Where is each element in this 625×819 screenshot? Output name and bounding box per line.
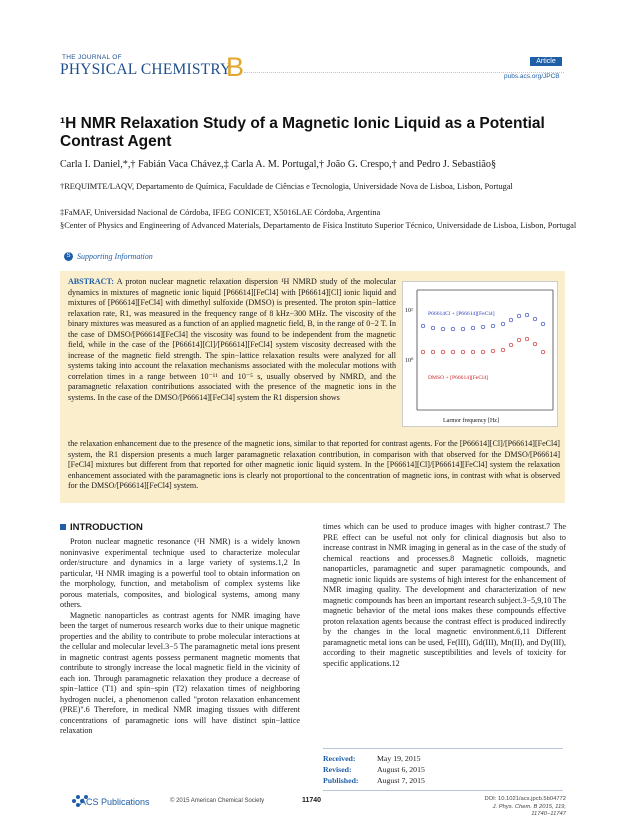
supporting-info-icon[interactable]: S: [64, 252, 73, 261]
affiliation-1: †REQUIMTE/LAQV, Departamento de Química, Faculdade de Ciências e Tecnologia, Universidade Nova de Lisboa, Lisbon, Portugal: [60, 182, 513, 191]
affiliation-3: §Center of Physics and Engineering of Advanced Materials, Departamento de Física Instituto Superior Técnico, Universidade de Lisboa, Lisbon, Portugal: [60, 221, 577, 230]
journal-the: THE JOURNAL OF: [62, 54, 122, 61]
intro-left-column: [60, 537, 300, 737]
toc-label-bottom: DMSO + [P66614][FeCl4]: [428, 375, 489, 381]
journal-url-link[interactable]: pubs.acs.org/JPCB: [504, 73, 560, 80]
received-value: May 19, 2015: [377, 754, 421, 763]
journal-name[interactable]: PHYSICAL CHEMISTRY: [60, 61, 232, 78]
intro-right-column: [323, 522, 566, 669]
toc-ytick-mid: 10⁰: [405, 358, 414, 364]
affiliation-2: ‡FaMAF, Universidad Nacional de Córdoba, IFEG CONICET, X5016LAE Córdoba, Argentina: [60, 208, 381, 217]
intro-heading: INTRODUCTION: [70, 522, 143, 533]
dates-rule-top: [323, 748, 563, 749]
toc-xlabel: Larmor frequency [Hz]: [443, 418, 499, 424]
dates-rule-bottom: [323, 790, 563, 791]
abstract-label: ABSTRACT:: [68, 277, 114, 286]
revised-label: Revised:: [323, 765, 352, 774]
toc-graphic: [402, 281, 558, 427]
page-number: 11740: [302, 797, 322, 804]
toc-label-top: P66614Cl + [P66614][FeCl4]: [428, 311, 495, 317]
abstract-body-b: the relaxation enhancement due to the presence of the magnetic ions, similar to that reported for contrast agents. For the [P66614][Cl]/[P66614][FeCl4] system, the R1 dispersion presents a much larger paramagnetic relaxation contribution, in comparison with that observed for the DMSO/[P66614][FeCl4] mixtures but different from that reported for other magnetic ionic liquid system. In the [P66614][Cl]/[P66614][FeCl4] system the relaxation enhancement associated with the paramagnetic ions is clearly not proportional to the concentration of magnetic ions, in contrast with what is observed for the DMSO/[P66614][FeCl4] system.: [68, 439, 560, 490]
doi-link[interactable]: DOI: 10.1021/acs.jpcb.5b04772: [484, 796, 566, 802]
published-date: [323, 775, 425, 786]
intro-paragraph-2: Magnetic nanoparticles as contrast agents for NMR imaging have been the target of numerous research works due to their unique magnetic properties and the ability to contribute to probe molecular interactions at the cellular and molecular level.3−5 The paramagnetic metal ions present in magnetic contrast agents possess permanent magnetic moments that contribute to strongly increase the local magnetic field in the vicinity of each ion. Through paramagnetic relaxation they produce a decrease of spin−lattice (T1) and spin−spin (T2) relaxation times of neighboring hydrogen nuclei, a phenomenon called "proton relaxation enhancement (PRE)".6 Therefore, in medical NMR imaging tissues with different concentrations of paramagnetic ions will have distinct spin−lattice relaxation: [60, 610, 300, 735]
received-label: Received:: [323, 754, 356, 763]
supporting-info-link[interactable]: Supporting Information: [77, 252, 153, 261]
intro-paragraph-3: times which can be used to produce images with higher contrast.7 The PRE effect can be useful not only for clinical diagnosis but also to increase contrast in NMR imaging in general as in the case of the study of chemical reactions and processes.8 Magnetic colloids, magnetic nanoparticles, paramagnetic and super paramagnetic compounds, and magnetic ionic liquids are systems of high interest for the enhancement of NMR imaging quality. The development and characterization of new magnetic compounds has been an important research subject.3−5,9,10 The magnetic behavior of the metal ions makes these compounds effective proton relaxation agents because the contrast effect is produced indirectly by the changes in the local magnetic environment.6,11 Different paramagnetic metal ions can be used, Fe(III), Gd(III), Mn(II), and Dy(III), according to their magnetic susceptibilities and levels of toxicity for specific applications.12: [323, 522, 566, 668]
doi-citation: [480, 796, 566, 819]
copyright-text: © 2015 American Chemical Society: [170, 798, 265, 804]
author-list: Carla I. Daniel,*,† Fabián Vaca Chávez,‡ Carla A. M. Portugal,† João G. Crespo,† and Pedro J. Sebastião§: [60, 159, 497, 170]
section-marker-icon: [60, 524, 66, 530]
intro-paragraph-1: Proton nuclear magnetic resonance (¹H NMR) is a widely known noninvasive experimental technique used to characterize molecular order/structure and dynamics in a large variety of systems.1,2 In particular, ¹H NMR imaging is a powerful tool to obtain information on the morphology, function, and metabolism of complex systems like porous materials, composites, and biological systems, among many others.: [60, 537, 300, 609]
citation-text: J. Phys. Chem. B 2015, 119, 11740−11747: [492, 803, 566, 817]
toc-ytick-top: 10²: [405, 308, 413, 314]
published-value: August 7, 2015: [377, 776, 425, 785]
revised-date: [323, 764, 425, 775]
article-title: ¹H NMR Relaxation Study of a Magnetic Ionic Liquid as a Potential Contrast Agent: [60, 115, 545, 150]
revised-value: August 6, 2015: [377, 765, 425, 774]
received-date: [323, 753, 425, 764]
article-type-badge: Article: [530, 57, 562, 66]
journal-letter: B: [226, 52, 245, 82]
abstract-body-a: A proton nuclear magnetic relaxation dispersion ¹H NMRD study of the molecular dynamics in mixtures of magnetic ionic liquid [P66614][FeCl4] with [P66614][Cl] ionic liquid and mixtures of [P66614][FeCl4] with dimethyl sulfoxide (DMSO) is presented. The proton spin−lattice relaxation rate, R1, was measured in the frequency range of 8 kHz−300 MHz. The viscosity of the binary mixtures was measured as a function of an applied magnetic field, B, in the range of 0−2 T. In the case of DMSO/[P66614][FeCl4] the viscosity was found to be independent from the magnetic field, while in the case of the [P66614][Cl]/[P66614][FeCl4] system viscosity decreased with the increase of the magnetic field strength. The spin−lattice relaxation results were analyzed for all systems taking into account the relaxation mechanisms associated with the molecular motions with correlation times in a range between 10⁻¹¹ and 10⁻⁵ s, usually observed by NMRD, and the paramagnetic relaxation contributions associated with the presence of the magnetic ions in the systems. In the case of the DMSO/[P66614][FeCl4] system the R1 dispersion shows: [68, 277, 396, 402]
publisher-name[interactable]: ACS Publications: [80, 797, 150, 807]
history-dates: [323, 753, 425, 786]
published-label: Published:: [323, 776, 359, 785]
abstract-text: [68, 277, 396, 403]
